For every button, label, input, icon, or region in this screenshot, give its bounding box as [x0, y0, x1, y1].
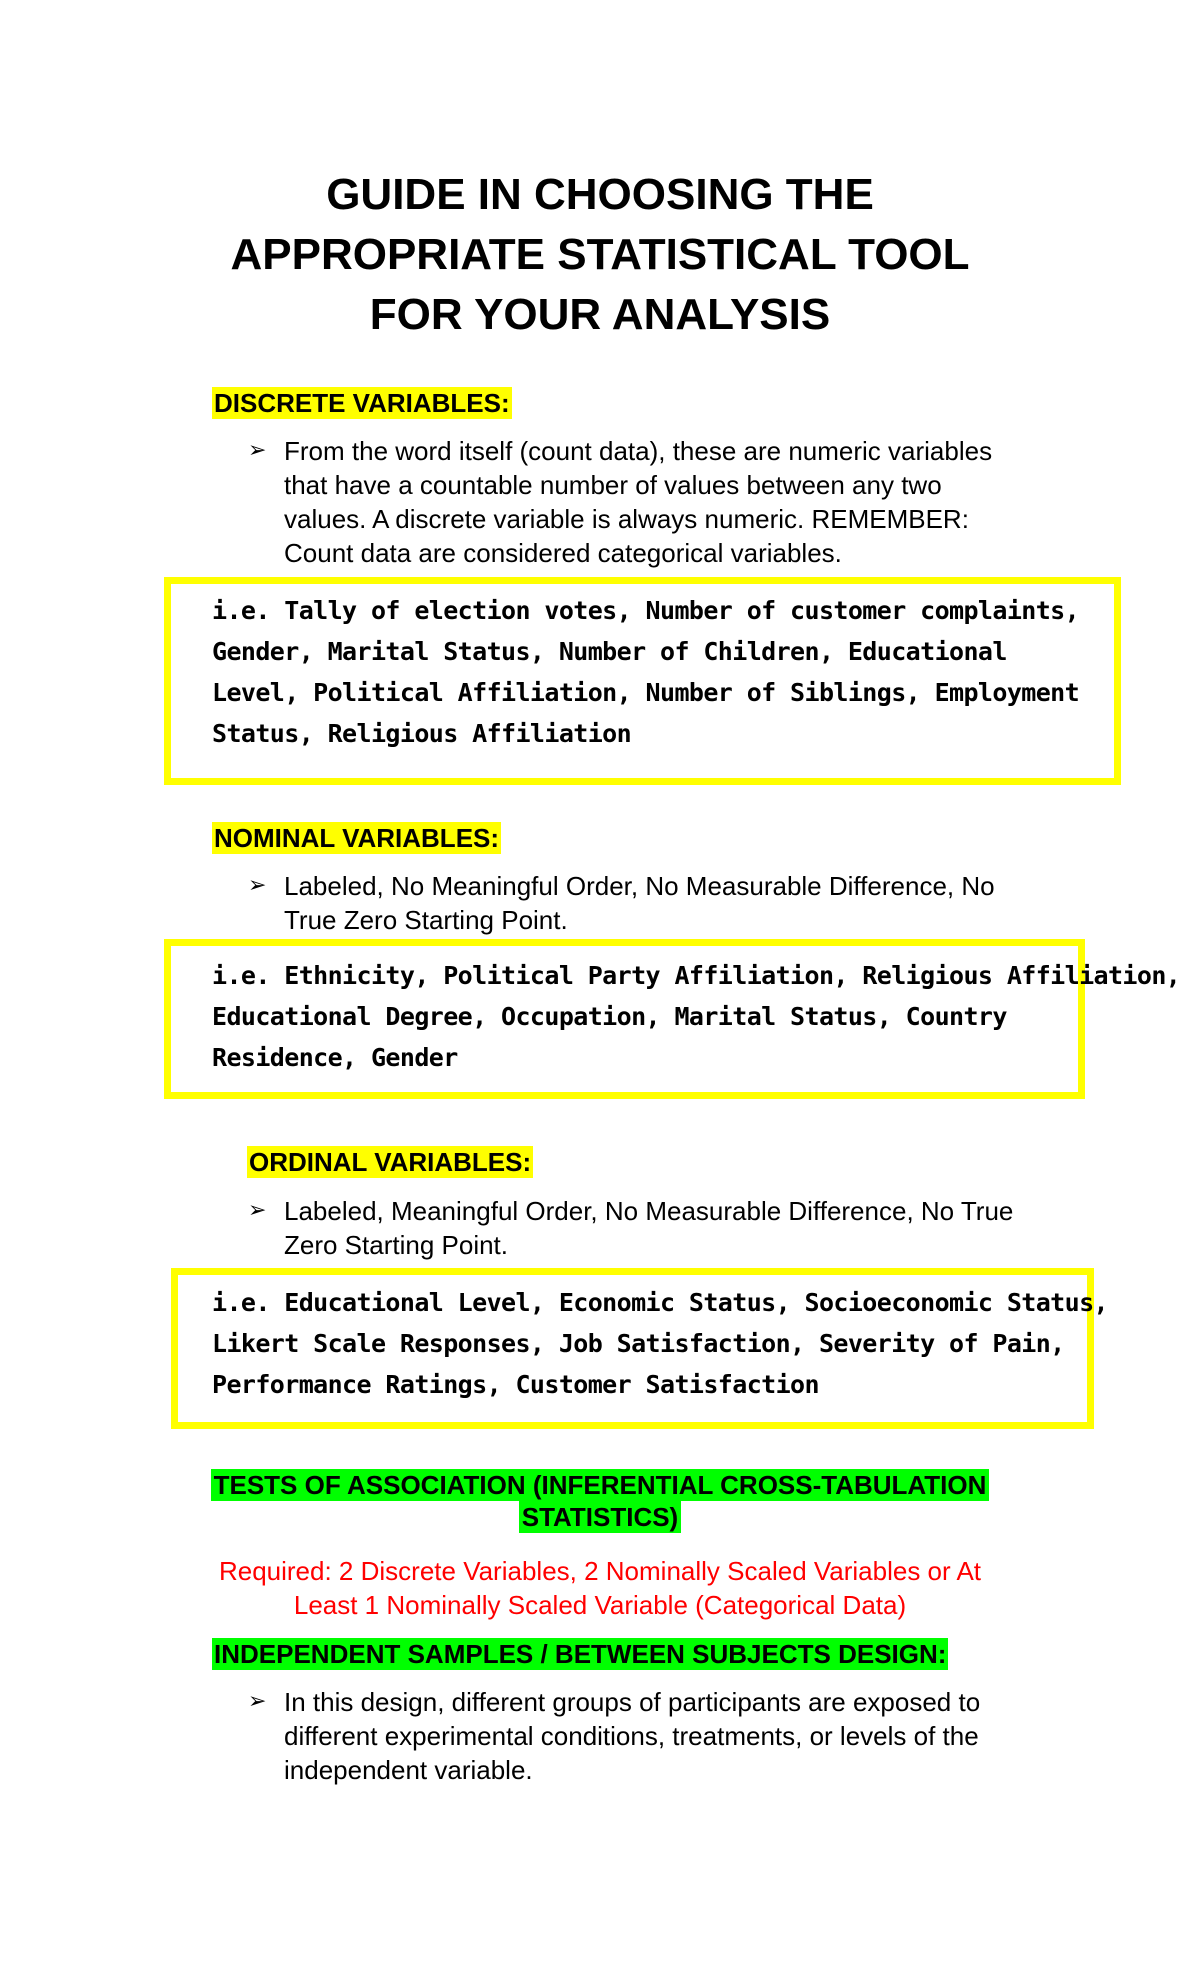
bullet-line: Zero Starting Point. [284, 1230, 508, 1260]
discrete-bullet [248, 434, 992, 570]
heading-line: STATISTICS) [519, 1501, 681, 1533]
arrowhead-bullet-icon: ➢ [248, 438, 267, 463]
bullet-text [284, 1194, 1013, 1262]
nominal-bullet [248, 869, 995, 937]
arrowhead-bullet-icon: ➢ [248, 1198, 267, 1223]
arrowhead-bullet-icon: ➢ [248, 873, 267, 898]
association-requirement-text [0, 1554, 1200, 1622]
bullet-line: different experimental conditions, treatments, or levels of the [284, 1721, 979, 1751]
nominal-examples-text [212, 955, 1180, 1078]
example-line: Gender, Marital Status, Number of Children, Educational [212, 637, 1007, 666]
ordinal-variables-heading: ORDINAL VARIABLES: [249, 1147, 532, 1177]
example-line: i.e. Tally of election votes, Number of customer complaints, [212, 596, 1080, 625]
ordinal-examples-text [212, 1282, 1108, 1405]
bullet-line: independent variable. [284, 1755, 533, 1785]
example-line: i.e. Educational Level, Economic Status, Socioeconomic Status, [212, 1288, 1108, 1317]
example-line: Status, Religious Affiliation [212, 719, 632, 748]
discrete-examples-text [212, 590, 1079, 754]
bullet-line: Labeled, No Meaningful Order, No Measurable Difference, No [284, 871, 995, 901]
bullet-line: From the word itself (count data), these are numeric variables [284, 436, 993, 466]
example-line: Likert Scale Responses, Job Satisfaction, Severity of Pain, [212, 1329, 1065, 1358]
bullet-line: True Zero Starting Point. [284, 905, 568, 935]
bullet-text [284, 869, 995, 937]
example-line: Performance Ratings, Customer Satisfaction [212, 1370, 819, 1399]
heading-line: TESTS OF ASSOCIATION (INFERENTIAL CROSS-TABULATION [211, 1469, 990, 1501]
requirement-line: Least 1 Nominally Scaled Variable (Categorical Data) [293, 1590, 907, 1620]
example-line: Level, Political Affiliation, Number of Siblings, Employment [212, 678, 1080, 707]
bullet-line: Count data are considered categorical variables. [284, 538, 842, 568]
independent-bullet [248, 1685, 980, 1787]
example-line: Educational Degree, Occupation, Marital Status, Country [212, 1002, 1007, 1031]
page-title [0, 165, 1200, 345]
nominal-variables-heading: NOMINAL VARIABLES: [214, 823, 500, 853]
title-line: GUIDE IN CHOOSING THE [326, 170, 874, 219]
bullet-line: that have a countable number of values between any two [284, 470, 942, 500]
arrowhead-bullet-icon: ➢ [248, 1689, 267, 1714]
example-line: i.e. Ethnicity, Political Party Affiliation, Religious Affiliation, [212, 961, 1181, 990]
requirement-line: Required: 2 Discrete Variables, 2 Nominally Scaled Variables or At [218, 1556, 982, 1586]
bullet-text [284, 1685, 980, 1787]
example-line: Residence, Gender [212, 1043, 458, 1072]
ordinal-bullet [248, 1194, 1013, 1262]
bullet-line: In this design, different groups of participants are exposed to [284, 1687, 981, 1717]
title-line: APPROPRIATE STATISTICAL TOOL [230, 230, 970, 279]
bullet-text [284, 434, 992, 570]
tests-of-association-heading [0, 1469, 1200, 1533]
bullet-line: values. A discrete variable is always numeric. REMEMBER: [284, 504, 969, 534]
bullet-line: Labeled, Meaningful Order, No Measurable Difference, No True [284, 1196, 1014, 1226]
title-line: FOR YOUR ANALYSIS [369, 290, 831, 339]
discrete-variables-heading: DISCRETE VARIABLES: [214, 388, 510, 418]
independent-samples-heading: INDEPENDENT SAMPLES / BETWEEN SUBJECTS DESIGN: [214, 1639, 947, 1669]
